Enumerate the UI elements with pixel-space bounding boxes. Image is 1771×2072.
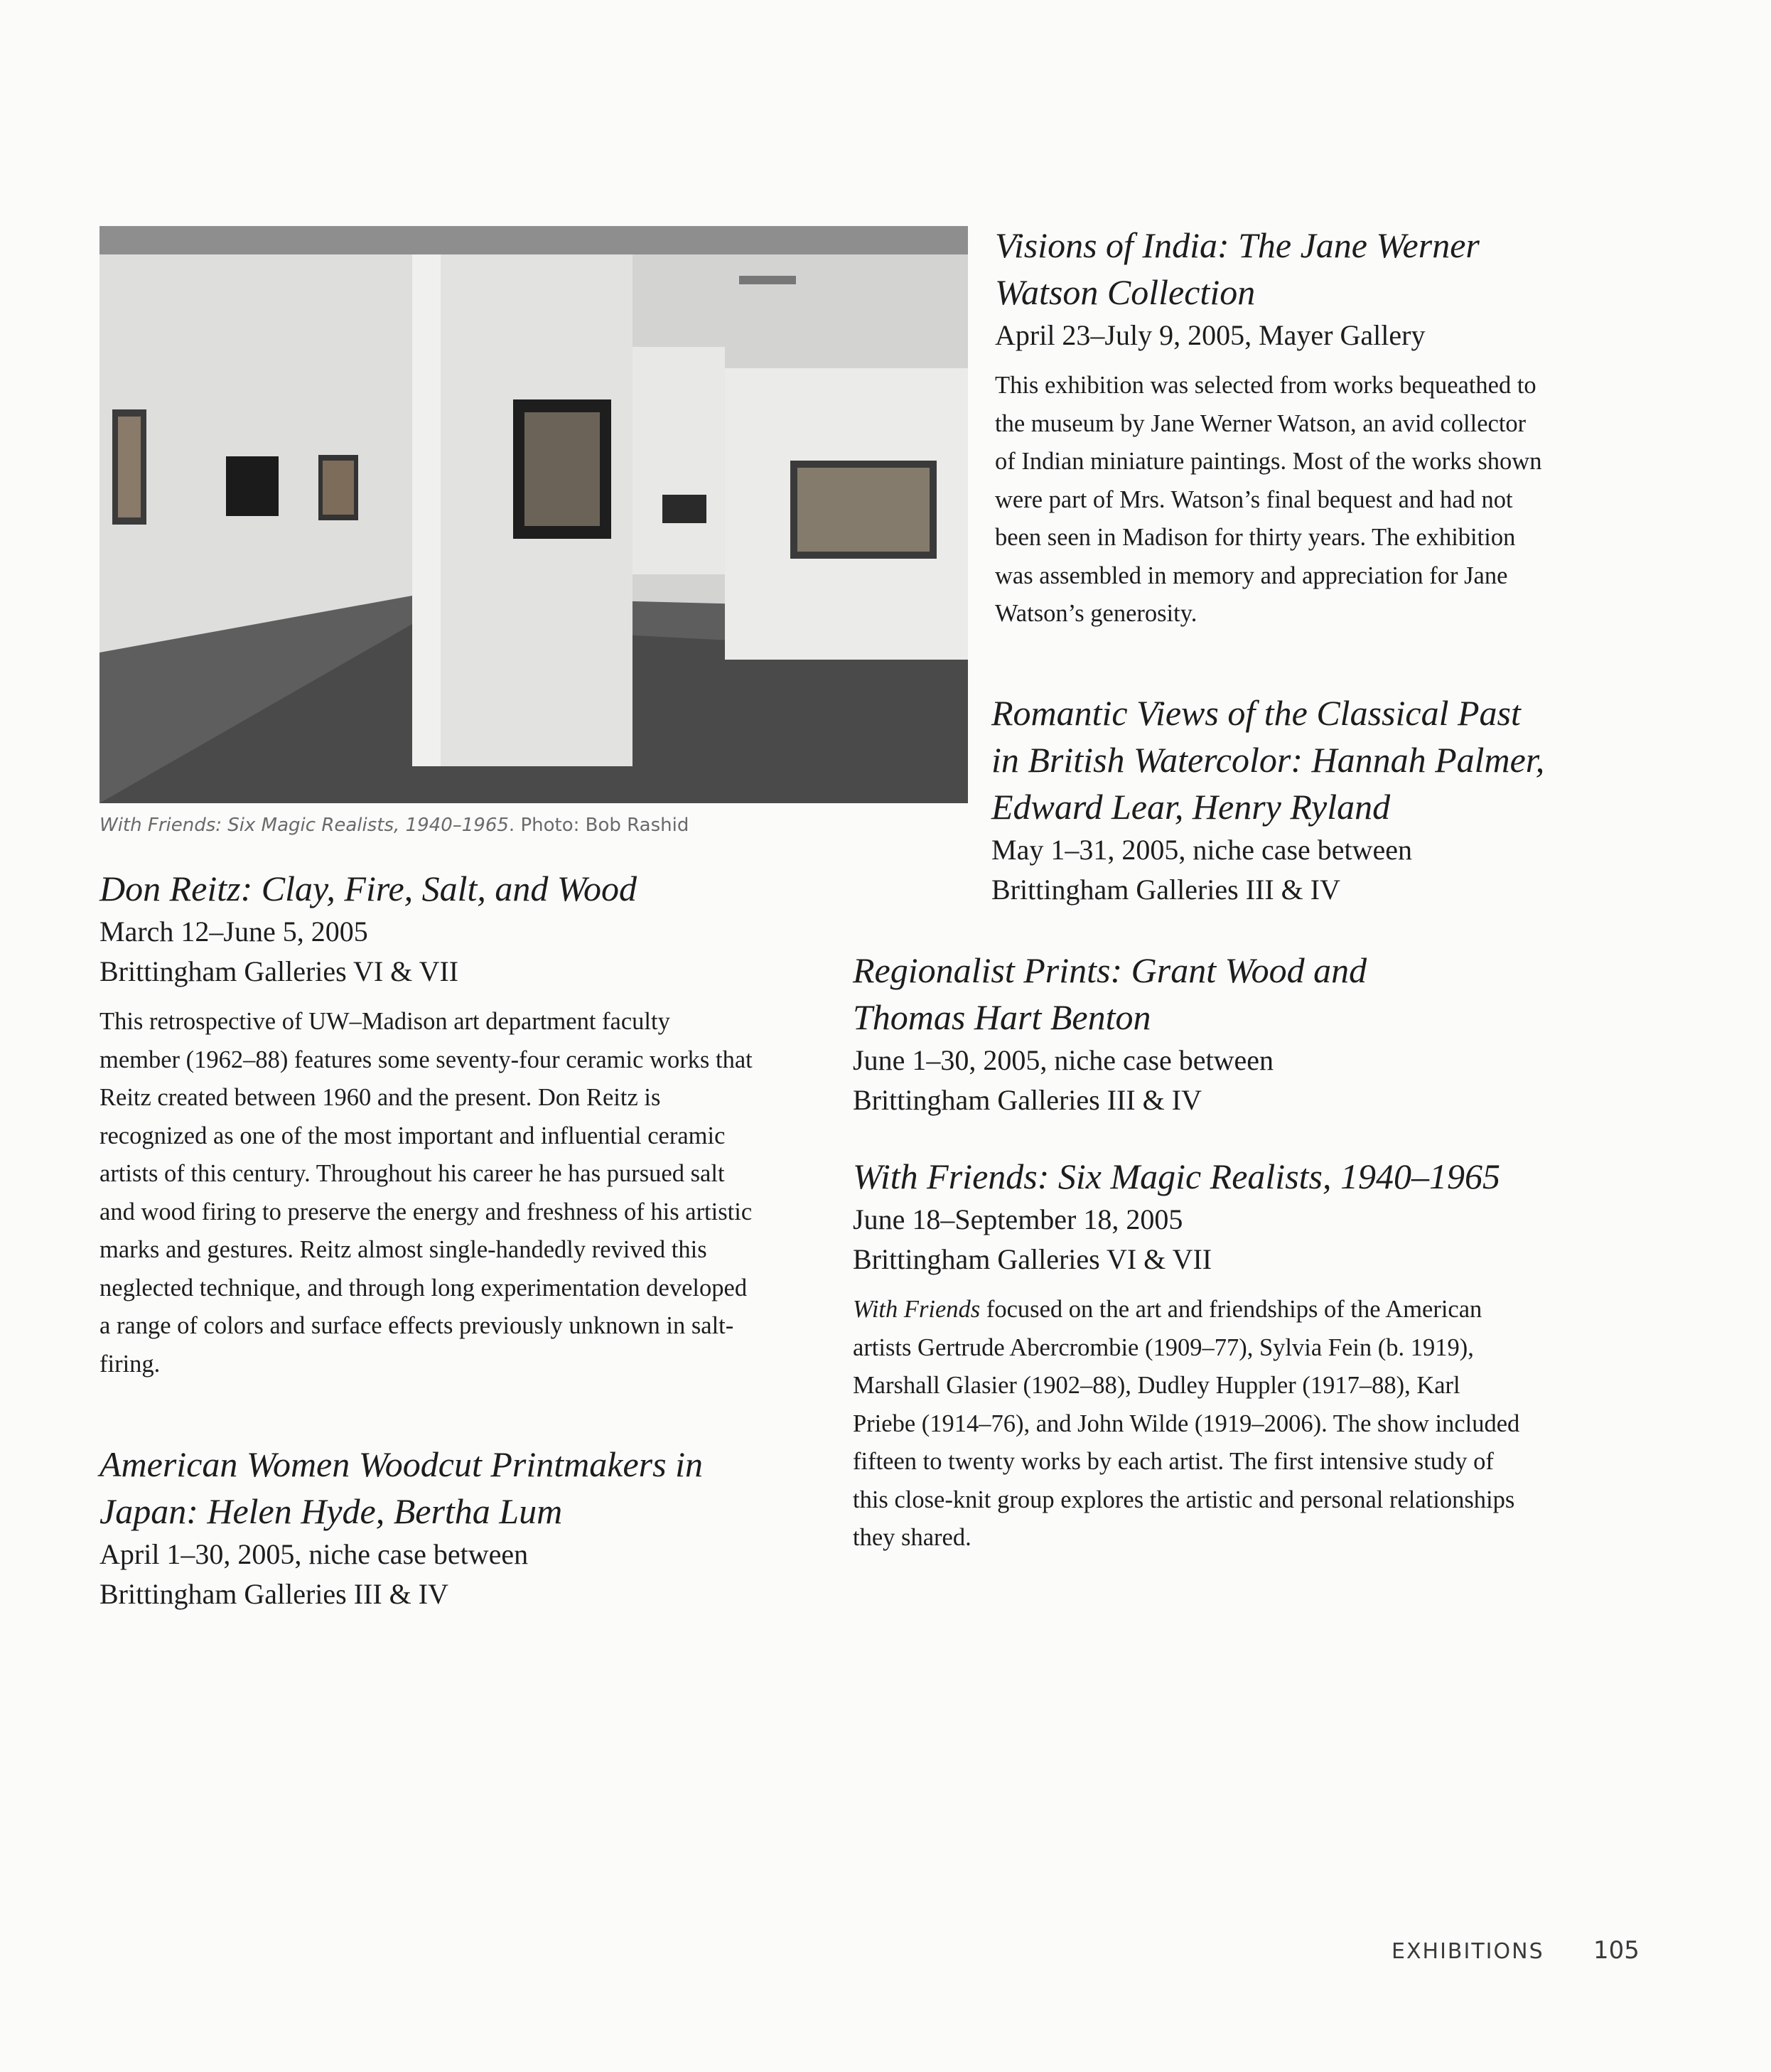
exhibition-description xyxy=(853,1291,1528,1557)
exhibition-dates: March 12–June 5, 2005 xyxy=(99,916,368,948)
exhibition-title: American Women Woodcut Printmakers in Japan: Helen Hyde, Bertha Lum xyxy=(99,1444,703,1531)
description-lead: With Friends xyxy=(853,1296,981,1323)
photo-caption xyxy=(99,815,968,836)
exhibition-dates: June 1–30, 2005, niche case between xyxy=(853,1044,1274,1076)
exhibition-reitz xyxy=(99,865,753,1383)
caption-title: With Friends: Six Magic Realists, 1940–1965 xyxy=(99,815,509,836)
exhibition-dates: April 1–30, 2005, niche case between xyxy=(99,1538,529,1570)
exhibition-title: Don Reitz: Clay, Fire, Salt, and Wood xyxy=(99,869,637,908)
exhibition-location: Brittingham Galleries III & IV xyxy=(853,1084,1202,1116)
exhibition-title: Romantic Views of the Classical Past in British Watercolor: Hannah Palmer, Edward Lear, Henry Ryland xyxy=(991,693,1545,827)
exhibition-dates: June 18–September 18, 2005 xyxy=(853,1203,1183,1235)
exhibition-romantic xyxy=(991,689,1553,910)
description-text: focused on the art and friendships of the American artists Gertrude Abercrombie (1909–77), Sylvia Fein (b. 1919), Marshall Glasier (1902–88), Dudley Huppler (1917–88), Karl Priebe (1914–76), and John Wilde (1919–2006). The show included fifteen to twenty works by each artist. The first intensive study of this close-knit group explores the artistic and personal relationships they shared. xyxy=(853,1296,1520,1551)
gallery-photo xyxy=(99,226,968,803)
exhibition-india xyxy=(995,222,1549,633)
exhibition-title: Regionalist Prints: Grant Wood and Thomas Hart Benton xyxy=(853,950,1367,1037)
exhibition-regionalist xyxy=(853,947,1436,1120)
exhibition-description: This exhibition was selected from works bequeathed to the museum by Jane Werner Watson, an avid collector of Indian miniature paintings. Most of the works shown were part of Mrs. Watson’s final bequest and had not been seen in Madison for thirty years. The exhibition was assembled in memory and appreciation for Jane Watson’s generosity. xyxy=(995,372,1542,627)
exhibition-location: Brittingham Galleries VI & VII xyxy=(99,955,459,987)
exhibition-dates: May 1–31, 2005, niche case between xyxy=(991,834,1413,866)
exhibition-location: Brittingham Galleries III & IV xyxy=(991,874,1340,906)
section-label: EXHIBITIONS xyxy=(1392,1939,1544,1964)
exhibition-description: This retrospective of UW–Madison art department faculty member (1962–88) features some seventy-four ceramic works that Reitz created between 1960 and the present. Don Reitz is recognized as one of the most important and influential ceramic artists of this century. Throughout his career he has pursued salt and wood firing to preserve the energy and freshness of his artistic marks and gestures. Reitz almost single-handedly revived this neglected technique, and through long experimentation developed a range of colors and surface effects previously unknown in salt-firing. xyxy=(99,1008,753,1378)
exhibition-title: Visions of India: The Jane Werner Watson Collection xyxy=(995,225,1480,312)
exhibition-location: Brittingham Galleries III & IV xyxy=(99,1578,448,1610)
exhibition-friends xyxy=(853,1153,1528,1557)
exhibition-title: With Friends: Six Magic Realists, 1940–1965 xyxy=(853,1156,1501,1196)
caption-credit: . Photo: Bob Rashid xyxy=(508,815,689,836)
page-number: 105 xyxy=(1593,1936,1640,1965)
exhibition-dates: April 23–July 9, 2005, Mayer Gallery xyxy=(995,319,1426,351)
exhibition-woodcut xyxy=(99,1441,753,1614)
exhibition-location: Brittingham Galleries VI & VII xyxy=(853,1243,1212,1275)
